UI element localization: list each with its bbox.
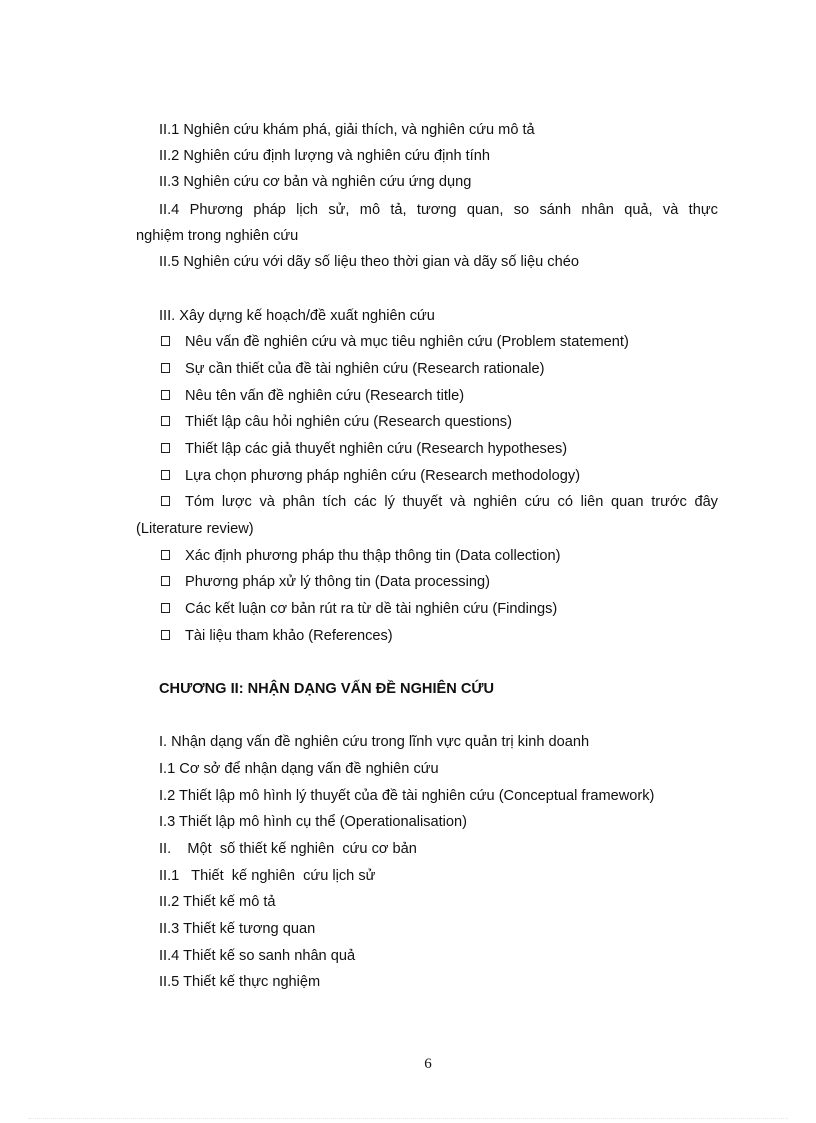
item-text: II.3 Thiết kế tương quan xyxy=(159,921,316,937)
word: sánh xyxy=(539,202,572,218)
word: thuyết xyxy=(402,494,443,510)
word: và xyxy=(662,202,679,218)
bullet-item xyxy=(0,546,816,566)
footer-divider xyxy=(28,1118,788,1119)
item-text: nghiệm trong nghiên cứu xyxy=(136,228,299,244)
list-item xyxy=(0,919,816,939)
word: quả, xyxy=(624,202,653,218)
item-text: II.3 Nghiên cứu cơ bản và nghiên cứu ứng dụng xyxy=(159,174,472,190)
list-item xyxy=(0,972,816,992)
justified-line xyxy=(185,492,718,512)
word: so xyxy=(513,202,530,218)
section-heading xyxy=(0,306,816,326)
item-text: I. Nhận dạng vấn đề nghiên cứu trong lĩnh vực quản trị kinh doanh xyxy=(159,734,590,750)
list-item xyxy=(0,759,816,779)
word: II.4 xyxy=(159,202,180,218)
checkbox-bullet-icon xyxy=(161,496,170,506)
word: Phương xyxy=(189,202,244,218)
checkbox-bullet-icon xyxy=(161,576,170,586)
bullet-text: Nêu vấn đề nghiên cứu và mục tiêu nghiên cứu (Problem statement) xyxy=(185,334,629,350)
list-item xyxy=(0,786,816,806)
word: phân xyxy=(282,494,316,510)
word: các xyxy=(353,494,377,510)
list-item xyxy=(0,812,816,832)
bullet-item xyxy=(0,572,816,592)
list-item-continuation xyxy=(0,226,816,246)
word: tích xyxy=(322,494,347,510)
checkbox-bullet-icon xyxy=(161,336,170,346)
word: có xyxy=(557,494,573,510)
list-item xyxy=(0,172,816,192)
bullet-item-continuation xyxy=(0,519,816,539)
heading-text: III. Xây dựng kế hoạch/đề xuất nghiên cứu xyxy=(159,308,435,324)
list-item-justified xyxy=(0,200,816,220)
list-item xyxy=(0,120,816,140)
checkbox-bullet-icon xyxy=(161,550,170,560)
item-text: II.5 Thiết kế thực nghiệm xyxy=(159,974,321,990)
word: liên xyxy=(580,494,604,510)
checkbox-bullet-icon xyxy=(161,630,170,640)
word: pháp xyxy=(253,202,286,218)
bullet-item xyxy=(0,412,816,432)
word: nhân xyxy=(581,202,614,218)
list-item xyxy=(0,732,816,752)
item-text: I.1 Cơ sở để nhận dạng vấn đề nghiên cứu xyxy=(159,761,439,777)
item-text: I.3 Thiết lập mô hình cụ thể (Operationalisation) xyxy=(159,814,467,830)
bullet-text: Sự cần thiết của đề tài nghiên cứu (Research rationale) xyxy=(185,361,545,377)
bullet-item-justified xyxy=(0,492,816,512)
bullet-text: Thiết lập câu hỏi nghiên cứu (Research questions) xyxy=(185,414,512,430)
checkbox-bullet-icon xyxy=(161,443,170,453)
bullet-text: Thiết lập các giả thuyết nghiên cứu (Research hypotheses) xyxy=(185,441,568,457)
checkbox-bullet-icon xyxy=(161,470,170,480)
item-text: II.2 Nghiên cứu định lượng và nghiên cứu định tính xyxy=(159,148,490,164)
word: và xyxy=(450,494,466,510)
bullet-text: Tài liệu tham khảo (References) xyxy=(185,628,393,644)
bullet-item xyxy=(0,359,816,379)
word: quan, xyxy=(466,202,504,218)
bullet-item xyxy=(0,599,816,619)
word: đây xyxy=(694,494,718,510)
word: và xyxy=(259,494,275,510)
bullet-item xyxy=(0,332,816,352)
item-text: II.1 Nghiên cứu khám phá, giải thích, và nghiên cứu mô tả xyxy=(159,122,535,138)
bullet-text: Phương pháp xử lý thông tin (Data processing) xyxy=(185,574,490,590)
justified-line xyxy=(159,200,718,220)
word: lược xyxy=(221,494,252,510)
checkbox-bullet-icon xyxy=(161,363,170,373)
word: tương xyxy=(416,202,457,218)
list-item xyxy=(0,252,816,272)
item-text: I.2 Thiết lập mô hình lý thuyết của đề tài nghiên cứu (Conceptual framework) xyxy=(159,788,655,804)
checkbox-bullet-icon xyxy=(161,390,170,400)
bullet-item xyxy=(0,466,816,486)
list-item xyxy=(0,946,816,966)
bullet-text: Lựa chọn phương pháp nghiên cứu (Research methodology) xyxy=(185,468,581,484)
checkbox-bullet-icon xyxy=(161,416,170,426)
word: trước xyxy=(651,494,687,510)
list-item xyxy=(0,866,816,886)
bullet-item xyxy=(0,626,816,646)
word: tả, xyxy=(390,202,407,218)
bullet-text: Nêu tên vấn đề nghiên cứu (Research title) xyxy=(185,388,465,404)
word: Tóm xyxy=(185,494,215,510)
word: nghiên xyxy=(473,494,517,510)
word: lý xyxy=(384,494,395,510)
bullet-text: Các kết luận cơ bản rút ra từ dề tài nghiên cứu (Findings) xyxy=(185,601,558,617)
bullet-text: Xác định phương pháp thu thập thông tin (Data collection) xyxy=(185,548,561,564)
bullet-item xyxy=(0,439,816,459)
word: cứu xyxy=(524,494,550,510)
item-text: II.1 Thiết kế nghiên cứu lịch sử xyxy=(159,868,376,884)
list-item xyxy=(0,839,816,859)
list-item xyxy=(0,146,816,166)
list-item xyxy=(0,892,816,912)
word: thực xyxy=(688,202,718,218)
chapter-title xyxy=(0,679,816,699)
item-text: II.5 Nghiên cứu với dãy số liệu theo thời gian và dãy số liệu chéo xyxy=(159,254,579,270)
item-text: II. Một số thiết kế nghiên cứu cơ bản xyxy=(159,841,417,857)
checkbox-bullet-icon xyxy=(161,603,170,613)
word: sử, xyxy=(328,202,350,218)
word: lịch xyxy=(296,202,319,218)
item-text: II.4 Thiết kế so sanh nhân quả xyxy=(159,948,356,964)
page-number: 6 xyxy=(424,1056,432,1072)
item-text: II.2 Thiết kế mô tả xyxy=(159,894,276,910)
chapter-title-text: CHƯƠNG II: NHẬN DẠNG VẤN ĐỀ NGHIÊN CỨU xyxy=(159,681,495,697)
word: mô xyxy=(359,202,381,218)
bullet-item xyxy=(0,386,816,406)
word: quan xyxy=(611,494,644,510)
bullet-text: (Literature review) xyxy=(136,521,254,537)
